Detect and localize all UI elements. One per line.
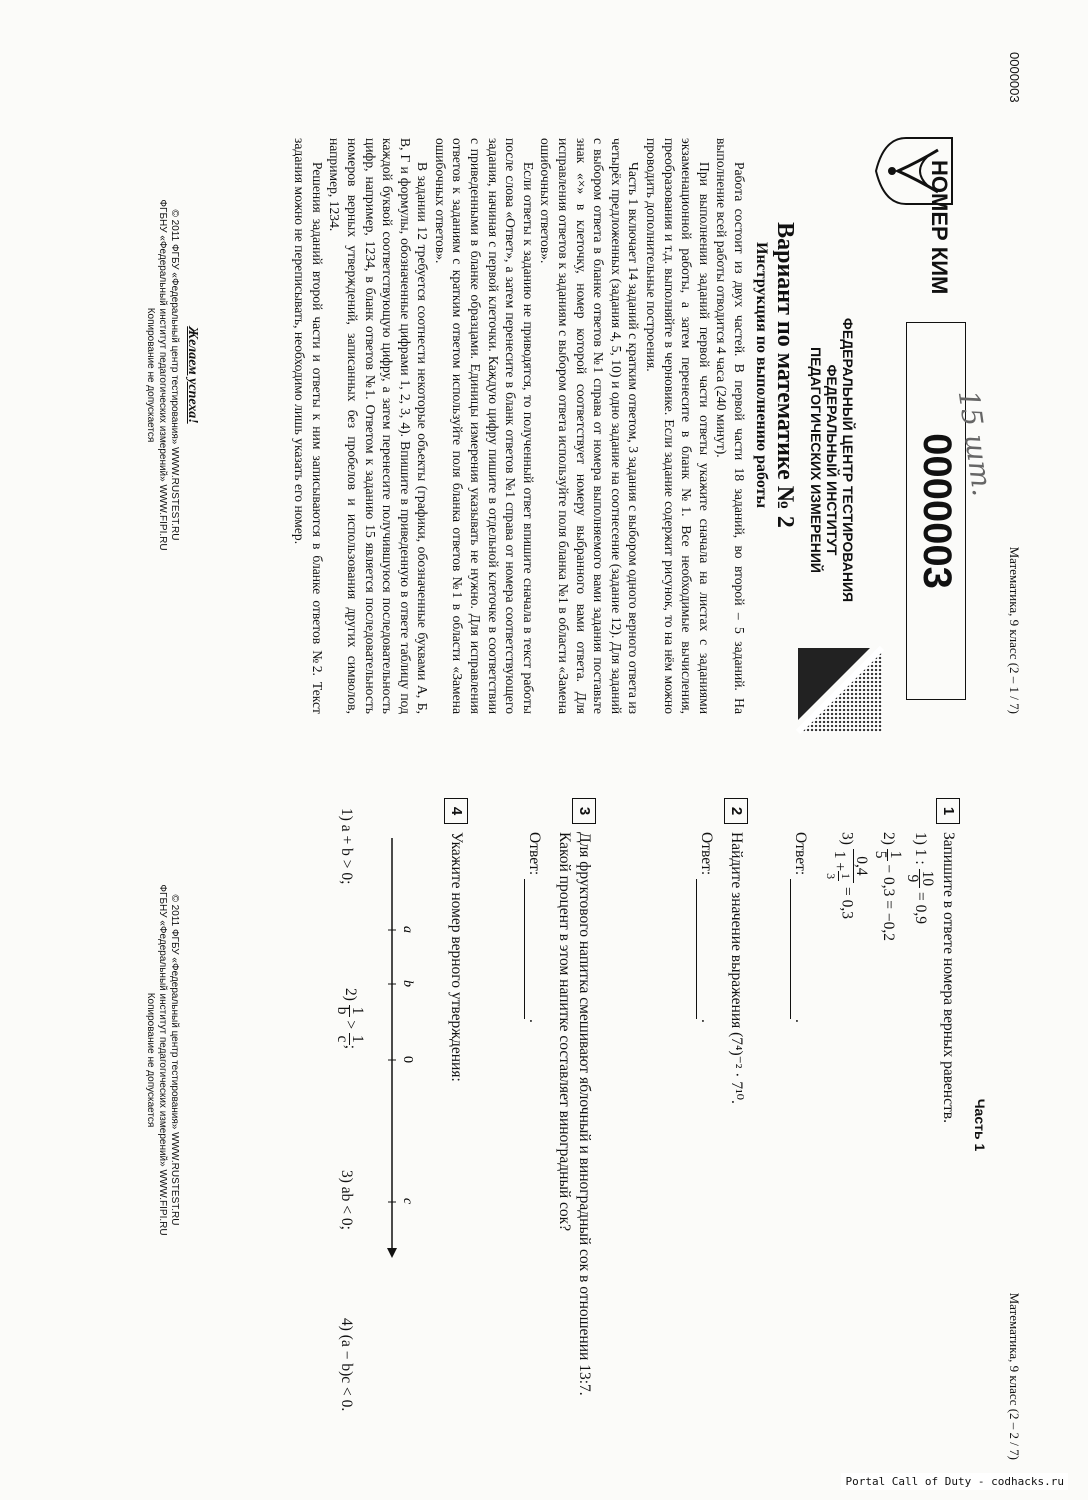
fraction: 1 5 [872,850,904,859]
kim-number: 0000003 [915,433,959,589]
instructions-body [291,138,748,714]
footer-line: ФГБНУ «Федеральный институт педагогических измерений» WWW.FIPI.RU [157,199,168,551]
task-number: 2 [724,798,748,824]
kim-label: НОМЕР КИМ [927,160,952,295]
task-text: Укажите номер верного утверждения: [448,832,465,1082]
axis-label-c: c [400,1198,415,1205]
org-line: ФЕДЕРАЛЬНЫЙ ЦЕНТР ТЕСТИРОВАНИЯ [840,317,856,603]
handwritten-note: 15 шт. [951,388,1000,499]
task-4-option-1: 1) a + b > 0; [338,808,355,885]
answer-field[interactable]: Ответ: . [698,832,715,1023]
organization-block [808,240,856,680]
wish-text: Желаем успеха! [185,326,200,424]
footer-line: © 2011 ФГБУ «Федеральный центр тестирования» WWW.RUSTEST.RU [169,209,180,541]
instruction-paragraph: Если ответы к заданию не приводятся, то полученный ответ впишите сначала в текст работы после слова «Ответ», а затем перенесите в бланк ответов №1 справа от номера соответствующего задания, начиная с первой клеточки. Каждую цифру пишите в отдельной клеточке в соответствии с приведенными в бланке образцами. Единицы измерения указывать не нужно. Для исправления ответов к заданиям с кратким ответом используйте поля бланка ответов №1 в области «Замена ошибочных ответов». [432,138,536,714]
footer-line: © 2011 ФГБУ «Федеральный центр тестирования» WWW.RUSTEST.RU [169,894,180,1226]
variant-title: Вариант по математике № 2 [772,222,798,528]
fraction: 10 9 [904,870,936,887]
task-text: Найдите значение выражения (7⁴)⁻² · 7¹⁰. [728,832,745,1104]
part-title: Часть 1 [972,1098,988,1152]
footer-line: Копирование не допускается [145,992,156,1128]
page-footer [144,0,180,750]
task-1-option-3: 3) 0,4 1 + 1 3 = 0,3 [824,832,870,920]
page-right [0,750,1088,1500]
task-4-option-3: 3) ab < 0; [338,1170,355,1230]
page-footer [144,710,180,1410]
footer-line: Копирование не допускается [145,307,156,443]
page-header: Математика, 9 класс (2 – 2 / 7) [1007,1292,1022,1460]
footer-line: ФГБНУ «Федеральный институт педагогических измерений» WWW.FIPI.RU [157,884,168,1236]
task-4-option-4: 4) (a − b)c < 0. [338,1318,355,1412]
task-1-option-2: 2) 1 5 − 0,3 = −0,2 [872,832,904,942]
task-number: 1 [936,798,960,824]
answer-field[interactable]: Ответ: . [792,832,809,1023]
task-1-option-1: 1) 1 : 10 9 = 0,9 [904,832,936,924]
org-line: ПЕДАГОГИЧЕСКИХ ИЗМЕРЕНИЙ [808,347,824,573]
task-1 [792,798,960,1458]
ftc-logo-icon [790,640,890,740]
instruction-paragraph: Работа состоит из двух частей. В первой части 18 заданий, во второй – 5 заданий. На выполнение всей работы отводится 4 часа (240 минут). [714,138,747,714]
instruction-paragraph: Часть 1 включает 14 заданий с кратким ответом, 3 задания с выбором одного верного ответа из четырёх предложенных (задания 4, 5, 10) и одно задание на соотнесение (задание 12). Для заданий с выбором ответа в бланке ответов №1 справа от номера выполняемого вами задания поставьте знак «×» в клеточку, номер которой соответствует номеру выбранного вами ответа. Для исправления ответов к заданиям с выбором ответа используйте поля бланка №1 в области «Замена ошибочных ответов». [538,138,642,714]
task-2 [688,798,748,1458]
site-watermark: Portal Call of Duty - codhacks.ru [841,1473,1068,1490]
task-4 [328,798,468,1458]
axis-label-b: b [400,980,415,987]
task-3 [516,798,596,1458]
fraction: 0,4 1 + 1 3 [824,849,868,883]
task-4-option-2: 2) 1 b > 1 c ; [334,988,366,1050]
axis-label-zero: 0 [400,1056,415,1063]
org-line: ФЕДЕРАЛЬНЫЙ ИНСТИТУТ [824,364,840,556]
page-code: 0000003 [1007,52,1022,103]
answer-field[interactable]: Ответ: . [526,832,543,1023]
number-line [376,838,416,1258]
axis-label-a: a [400,926,415,933]
task-text: Для фруктового напитка смешивают яблочный и виноградный сок в отношении 13:7. Какой процент в этом напитке составляет виноградный сок? [556,832,593,1396]
task-number: 4 [444,798,468,824]
task-text: Запишите в ответе номера верных равенств. [940,832,957,1123]
instructions-title: Инструкция по выполнению работы [753,242,770,508]
expression: (7⁴)⁻² · 7¹⁰. [728,1032,745,1104]
task-number: 3 [572,798,596,824]
instruction-paragraph: В задании 12 требуется соотнести некоторые объекты (графики, обозначенные буквами А, Б, В, Г и формулы, обозначенные цифрами 1, 2, 3, 4). Впишите в приведенную в ответе таблицу под каждой буквой соответствующую цифру, а затем перенесите получившуюся последовательность цифр, например, 1234, в бланк ответов №1. Ответом к заданию 15 является последовательность номеров верных утверждений, записанных без пробелов и использования других символов, например, 1234. [327,138,431,714]
kim-number-box [906,322,966,700]
instruction-paragraph: Решения заданий второй части и ответы к ним записываются в бланке ответов №2. Текст задания можно не переписывать, необходимо лишь указать его номер. [292,138,325,714]
page-header: Математика, 9 класс (2 – 1 / 7) [1007,546,1022,714]
instruction-paragraph: При выполнении заданий первой части ответы укажите сначала на листах с заданиями экзаменационной работы, а затем перенесите в бланк №1. Все необходимые вычисления, преобразования и т.д. выполняйте в черновике. Если задание содержит рисунок, то на нём можно проводить дополнительные построения. [644,138,712,714]
